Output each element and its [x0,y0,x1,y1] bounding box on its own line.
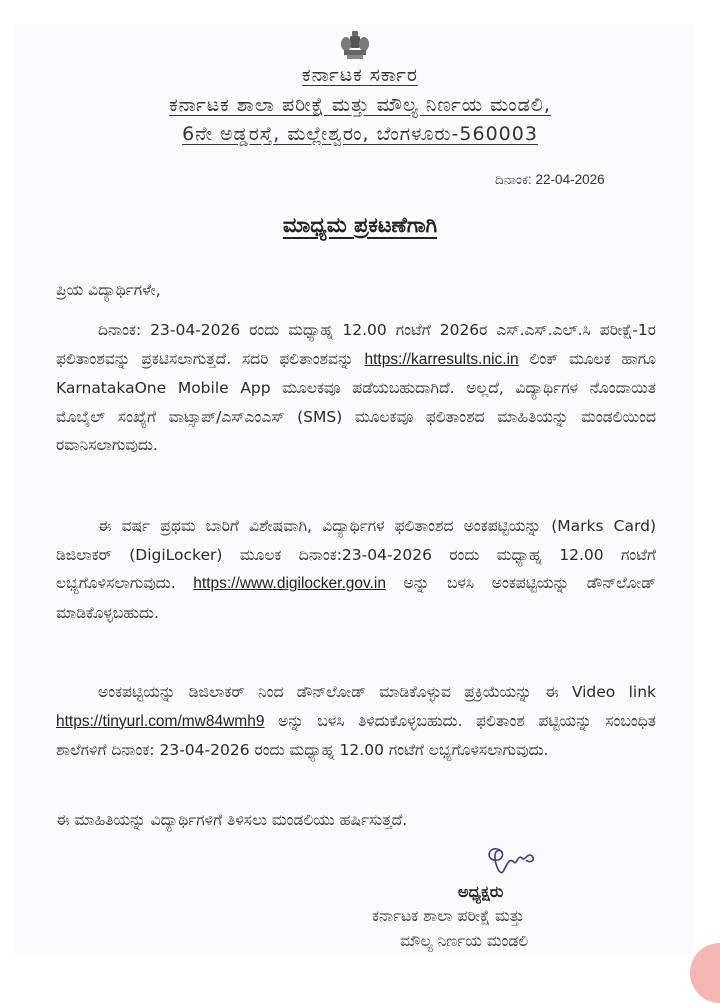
paragraph-text: ಅನ್ನು ಬಳಸಿ ತಿಳಿದುಕೊಳ್ಳಬಹುದು. ಫಲಿತಾಂಶ ಪಟ್ಟಿಯನ್ನು ಸಂಬಂಧಿತ ಶಾಲೆಗಳಿಗೆ ದಿನಾಂಕ: 23-04-2026 ರಂದು ಮಧ್ಯಾಹ್ನ 12.00 ಗಂಟೆಗೆ ಲಭ್ಯಗೊಳಿಸಲಾಗುವುದು. [56,711,656,759]
digilocker-link[interactable]: https://www.digilocker.gov.in [193,575,386,592]
paragraph-text: ಅನ್ನು ಬಳಸಿ ಅಂಕಪಟ್ಟಿಯನ್ನು ಡೌನ್‌ಲೋಡ್ ಮಾಡಿಕೊಳ್ಳಬಹುದು. [56,574,656,622]
signatory-org-line1: ಕರ್ನಾಟಕ ಶಾಲಾ ಪರೀಕ್ಷೆ ಮತ್ತು [372,907,525,925]
state-emblem-icon [340,30,370,62]
document-date: ದಿನಾಂಕ: 22-04-2026 [495,172,605,187]
paragraph-text: ಈ ವರ್ಷ ಪ್ರಥಮ ಬಾರಿಗೆ ವಿಶೇಷವಾಗಿ, ವಿದ್ಯಾರ್ಥಿಗಳ ಫಲಿತಾಂಶದ ಅಂಕಪಟ್ಟಿಯನ್ನು (Marks Card) ಡಿಜಿಲಾಕರ್ (DigiLocker) ಮೂಲಕ ದಿನಾಂಕ:23-04-2026 ರಂದು ಮಧ್ಯಾಹ್ನ 12.00 ಗಂಟೆಗೆ ಲಭ್ಯಗೊಳಿಸಲಾಗುವುದು. [56,517,656,592]
signature-image [480,840,550,886]
header-government: ಕರ್ನಾಟಕ ಸರ್ಕಾರ [302,64,418,86]
signatory-org-line2: ಮೌಲ್ಯ ನಿರ್ಣಯ ಮಂಡಲಿ [400,932,529,950]
paragraph-text: ದಿನಾಂಕ: 23-04-2026 ರಂದು ಮಧ್ಯಾಹ್ನ 12.00 ಗಂಟೆಗೆ 2026ರ ಎಸ್.ಎಸ್.ಎಲ್.ಸಿ ಪರೀಕ್ಷೆ-1ರ ಫಲಿತಾಂಶವನ್ನು ಪ್ರಕಟಿಸಲಾಗುತ್ತದೆ. ಸದರಿ ಫಲಿತಾಂಶವನ್ನು [56,321,656,368]
paragraph-text: ಅಂಕಪಟ್ಟಿಯನ್ನು ಡಿಜಿಲಾಕರ್ ನಿಂದ ಡೌನ್‌ಲೋಡ್ ಮಾಡಿಕೊಳ್ಳುವ ಪ್ರಕ್ರಿಯೆಯನ್ನು ಈ Video link [98,683,656,701]
tinyurl-video-link[interactable]: https://tinyurl.com/mw84wmh9 [56,712,265,730]
corner-mark [690,943,720,1003]
signatory-designation: ಅಧ್ಯಕ್ಷರು [458,882,504,901]
paragraph-text: ಲಿಂಕ್ ಮೂಲಕ ಹಾಗೂ KarnatakaOne Mobile App ಮೂಲಕವೂ ಪಡೆಯಬಹುದಾಗಿದೆ. ಅಲ್ಲದೆ, ವಿದ್ಯಾರ್ಥಿಗಳ ನೊಂದಾಯಿತ ಮೊಬೈಲ್ ಸಂಖ್ಯೆಗೆ ವಾಟ್ಸಾಪ್/ಎಸ್‌ಎಂಎಸ್ (SMS) ಮೂಲಕವೂ ಫಲಿತಾಂಶದ ಮಾಹಿತಿಯನ್ನು ಮಂಡಲಿಯಿಂದ ರವಾನಿಸಲಾಗುವುದು. [56,349,656,454]
paragraph-results-announcement [56,316,656,460]
karresults-link[interactable]: https://karresults.nic.in [364,350,519,368]
paragraph-video-link [56,678,656,765]
document-title: ಮಾಧ್ಯಮ ಪ್ರಕಟಣೆಗಾಗಿ [282,213,438,237]
paragraph-closing: ಈ ಮಾಹಿತಿಯನ್ನು ವಿದ್ಯಾರ್ಥಿಗಳಿಗೆ ತಿಳಿಸಲು ಮಂಡಲಿಯು ಹರ್ಷಿಸುತ್ತದೆ. [56,811,408,829]
header-address: 6ನೇ ಅಡ್ಡರಸ್ತೆ, ಮಲ್ಲೇಶ್ವರಂ, ಬೆಂಗಳೂರು-560003 [182,123,538,145]
salutation: ಪ್ರಿಯ ವಿದ್ಯಾರ್ಥಿಗಳೇ, [56,281,161,299]
header-board-name: ಕರ್ನಾಟಕ ಶಾಲಾ ಪರೀಕ್ಷೆ ಮತ್ತು ಮೌಲ್ಯ ನಿರ್ಣಯ ಮಂಡಲಿ, [169,94,551,116]
paragraph-digilocker [56,512,656,627]
